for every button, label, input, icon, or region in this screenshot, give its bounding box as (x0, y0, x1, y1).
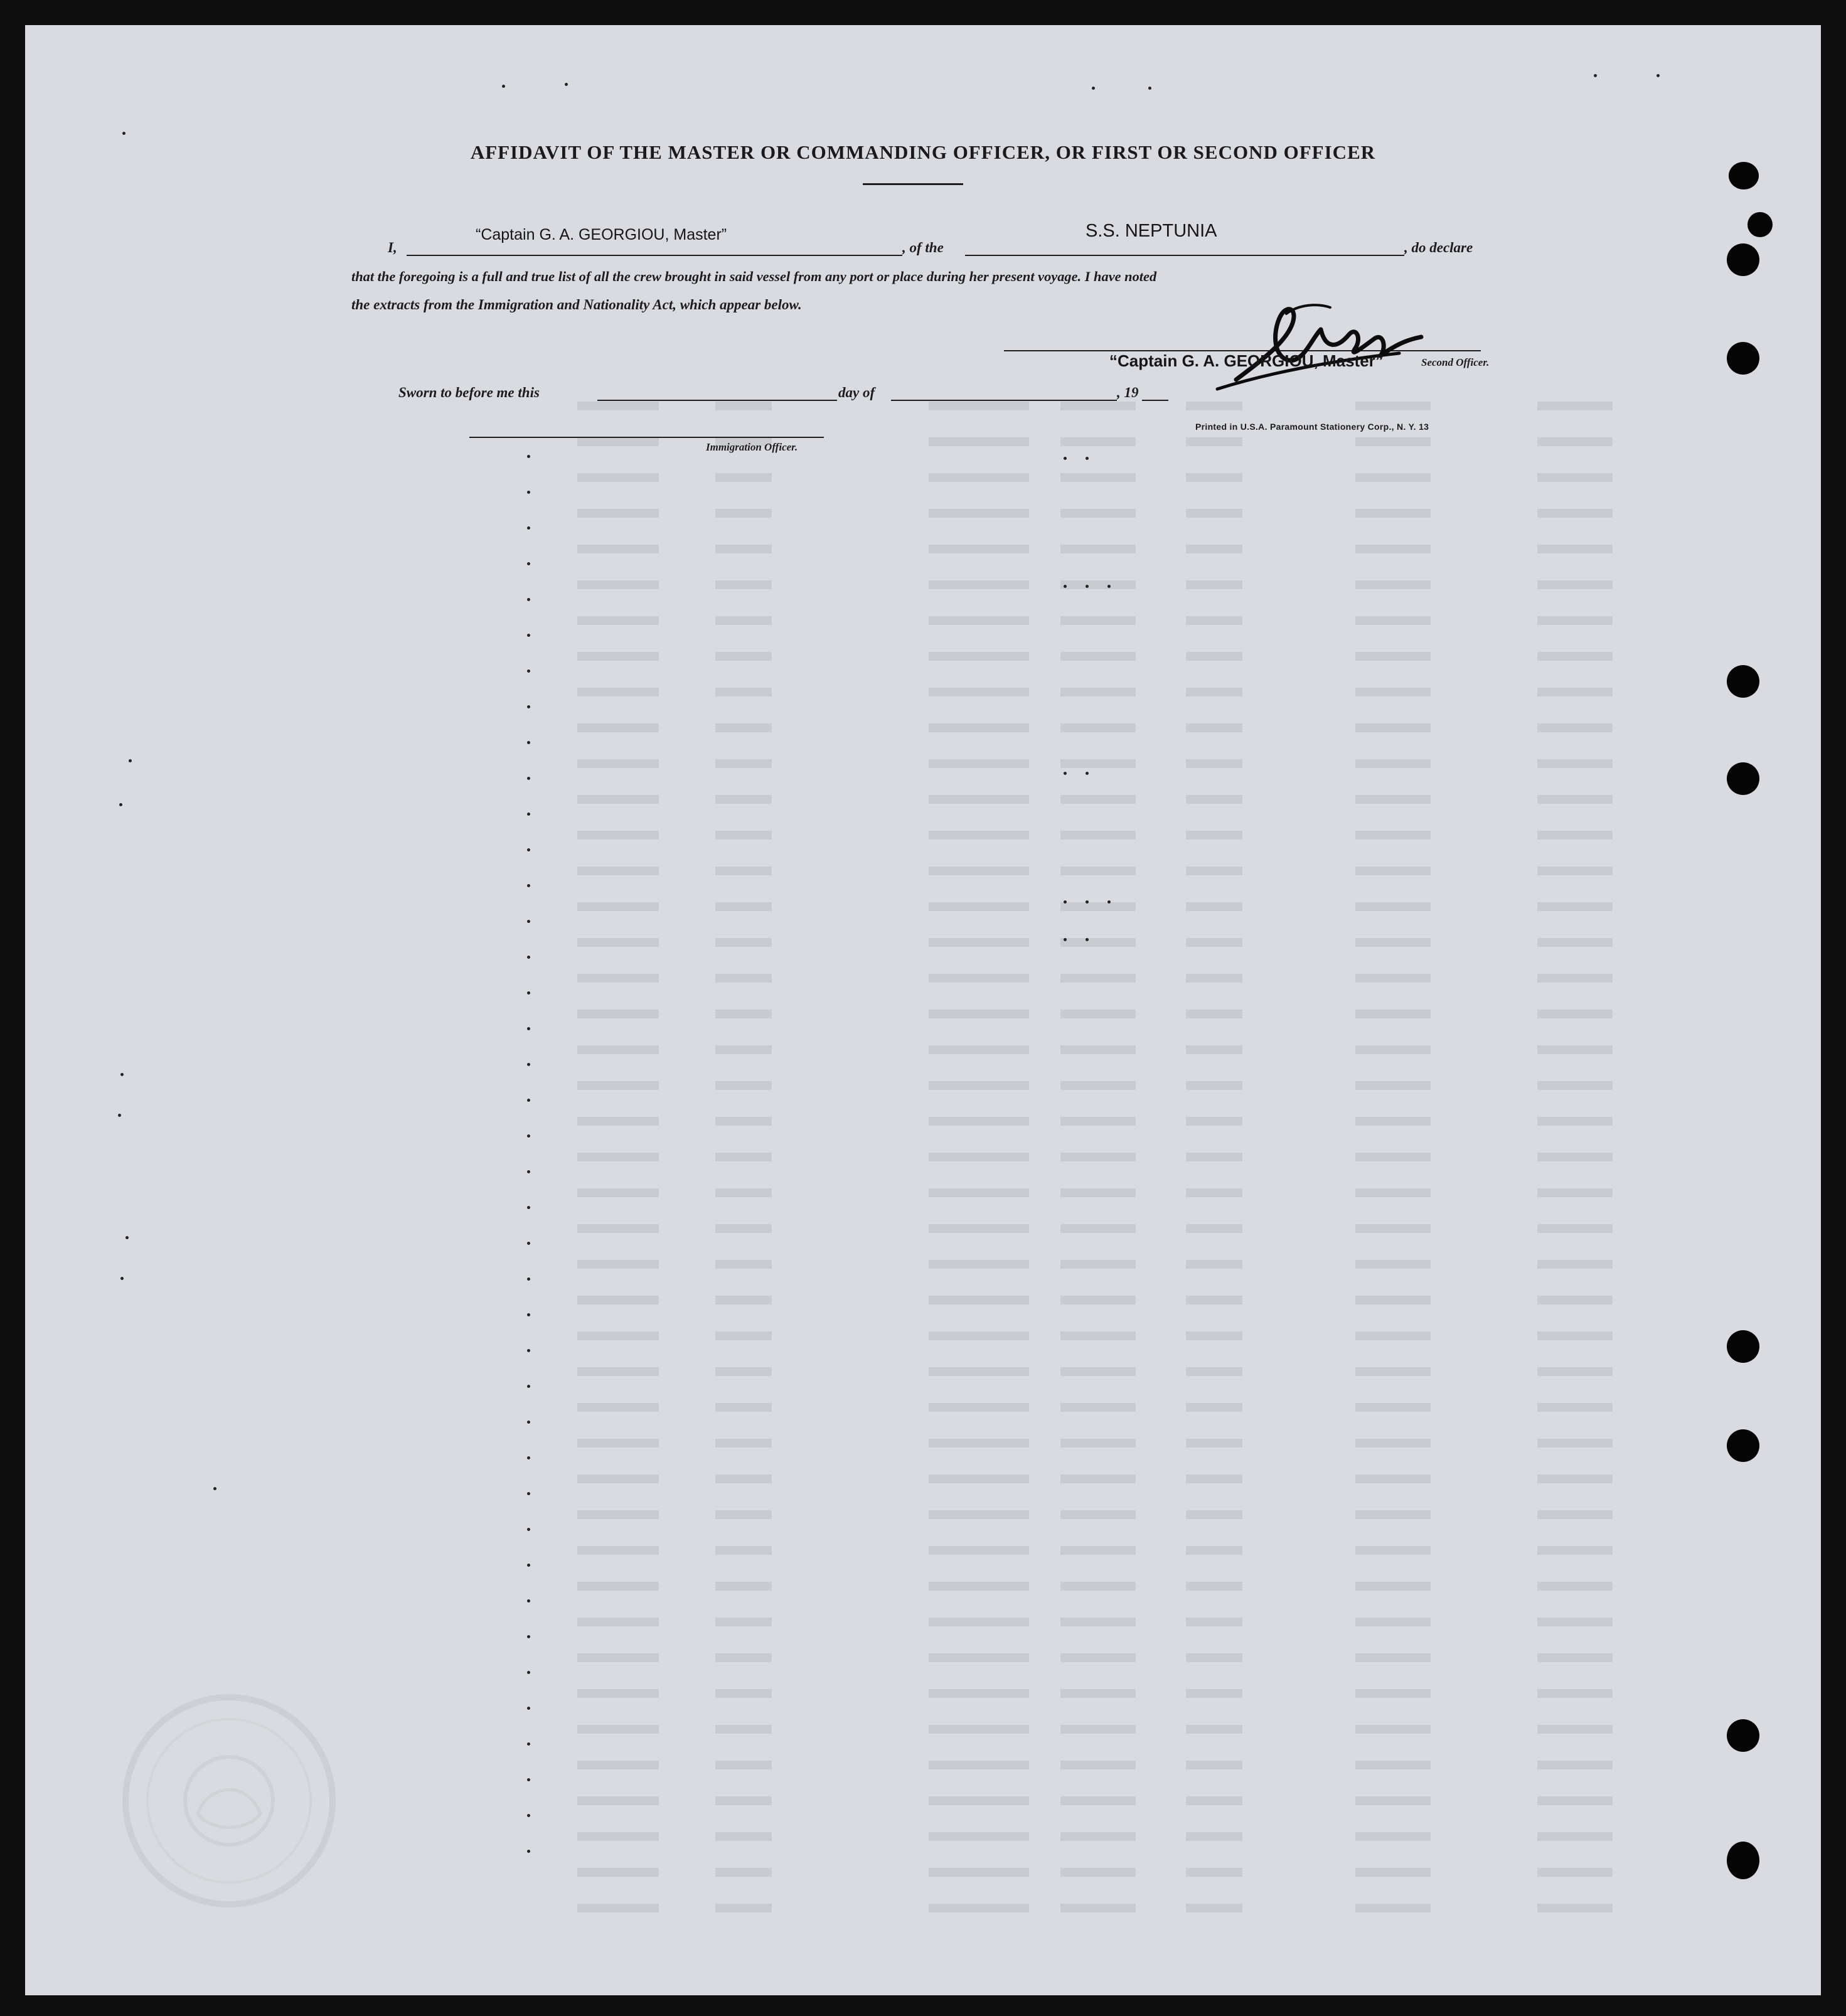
punch-hole-8 (1727, 1429, 1759, 1462)
dot-mark (1107, 585, 1111, 588)
year-prefix-label: , 19 (1117, 385, 1139, 400)
dot-mark (527, 705, 530, 708)
dot-mark (1107, 900, 1111, 904)
punch-hole-2 (1747, 212, 1773, 237)
dot-mark (527, 1492, 530, 1495)
dot-mark (527, 1814, 530, 1817)
sworn-day-line (597, 400, 837, 401)
declaration-prefix: I, (388, 240, 397, 255)
dot-mark (527, 1313, 530, 1316)
dot-mark (527, 491, 530, 494)
dot-mark (527, 1850, 530, 1853)
affidavit-title: AFFIDAVIT OF THE MASTER OR COMMANDING OFFICER, OR FIRST OR SECOND OFFICER (470, 141, 1376, 163)
punch-hole-10 (1727, 1842, 1759, 1879)
dot-mark (527, 669, 530, 673)
dot-mark (527, 1134, 530, 1138)
dot-mark (129, 759, 132, 762)
dot-mark (1148, 87, 1151, 90)
dot-mark (527, 813, 530, 816)
dot-mark (527, 777, 530, 780)
punch-hole-6 (1727, 762, 1759, 795)
document-page (25, 25, 1821, 1995)
punch-hole-3 (1727, 243, 1759, 276)
dot-mark (1064, 900, 1067, 904)
dot-mark (527, 1099, 530, 1102)
dot-mark (527, 1671, 530, 1674)
dot-mark (527, 455, 530, 458)
dot-mark (125, 1236, 129, 1239)
dot-mark (1064, 457, 1067, 460)
dot-mark (527, 634, 530, 637)
immigration-officer-line (469, 437, 824, 438)
dot-mark (122, 132, 125, 135)
embossed-seal (116, 1688, 342, 1914)
dot-mark (1064, 772, 1067, 775)
dot-mark (527, 1635, 530, 1638)
dot-mark (118, 1114, 121, 1117)
signature-stamp: “Captain G. A. GEORGIOU, Master” (1109, 351, 1384, 370)
dot-mark (565, 83, 568, 86)
dot-mark (527, 1170, 530, 1173)
dot-mark (527, 598, 530, 601)
dot-mark (527, 526, 530, 530)
dot-mark (527, 1707, 530, 1710)
dot-mark (119, 803, 122, 806)
title-underline (863, 183, 963, 185)
dot-mark (1086, 900, 1089, 904)
sworn-month-line (891, 400, 1117, 401)
sworn-year-line (1142, 400, 1168, 401)
declaration-line-2: that the foregoing is a full and true list of all the crew brought in said vessel from any port or place during her present voyage. I have noted (351, 269, 1157, 284)
dot-mark (527, 956, 530, 959)
vessel-line (965, 255, 1404, 256)
dot-mark (527, 741, 530, 744)
dot-mark (1594, 74, 1597, 77)
of-the-label: , of the (902, 240, 944, 255)
declarant-name: “Captain G. A. GEORGIOU, Master” (476, 226, 727, 243)
dot-mark (1086, 938, 1089, 941)
dot-mark (527, 1277, 530, 1281)
immigration-officer-caption: Immigration Officer. (706, 441, 798, 453)
dot-mark (527, 1599, 530, 1603)
dot-mark (527, 1063, 530, 1066)
dot-mark (527, 1385, 530, 1388)
declaration-line-3: the extracts from the Immigration and Nationality Act, which appear below. (351, 297, 802, 312)
dot-mark (527, 1349, 530, 1352)
punch-hole-4 (1727, 342, 1759, 375)
dot-mark (527, 1027, 530, 1030)
do-declare-label: , do declare (1404, 240, 1473, 255)
day-of-label: day of (838, 385, 875, 400)
dot-mark (1086, 772, 1089, 775)
dot-mark (527, 1564, 530, 1567)
dot-mark (527, 920, 530, 923)
printer-imprint: Printed in U.S.A. Paramount Stationery Corp., N. Y. 13 (1195, 422, 1429, 432)
dot-mark (120, 1073, 124, 1076)
dot-mark (527, 884, 530, 887)
second-officer-caption: Second Officer. (1421, 356, 1490, 368)
dot-mark (527, 848, 530, 851)
dot-mark (1064, 938, 1067, 941)
dot-mark (1086, 457, 1089, 460)
dot-mark (527, 1421, 530, 1424)
dot-mark (1092, 87, 1095, 90)
punch-hole-9 (1727, 1719, 1759, 1752)
dot-mark (527, 1778, 530, 1781)
dot-mark (527, 1456, 530, 1459)
vessel-name: S.S. NEPTUNIA (1086, 221, 1217, 241)
punch-hole-5 (1727, 665, 1759, 698)
dot-mark (1064, 585, 1067, 588)
dot-mark (527, 562, 530, 565)
dot-mark (527, 1206, 530, 1209)
dot-mark (213, 1487, 216, 1490)
dot-mark (120, 1277, 124, 1280)
declarant-line (407, 255, 902, 256)
dot-mark (527, 1742, 530, 1746)
dot-mark (527, 1528, 530, 1531)
dot-mark (1657, 74, 1660, 77)
dot-mark (527, 1242, 530, 1245)
handwritten-signature (1192, 279, 1431, 398)
dot-mark (1086, 585, 1089, 588)
punch-hole-7 (1727, 1330, 1759, 1363)
sworn-label: Sworn to before me this (398, 385, 540, 400)
dot-mark (502, 85, 505, 88)
dot-mark (527, 991, 530, 995)
punch-hole-1 (1729, 162, 1759, 189)
